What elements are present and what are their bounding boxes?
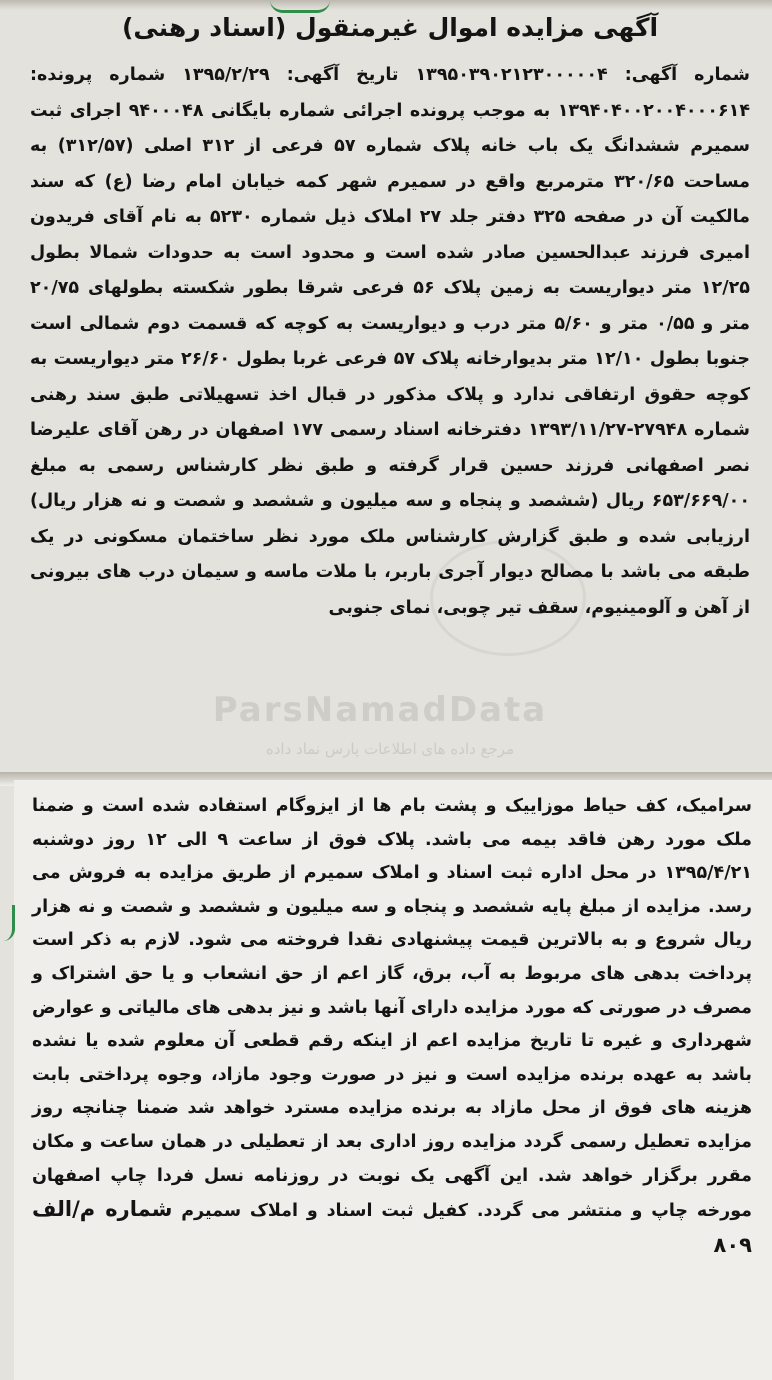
pen-mark-left: [0, 905, 15, 941]
notice-number: شماره م/الف ۸۰۹: [32, 1197, 752, 1257]
notice-paragraph-2: [32, 790, 752, 1380]
watermark-brand: ParsNamadData: [212, 690, 548, 730]
notice-title: آگهی مزایده اموال غیرمنقول (اسناد رهنی): [121, 13, 659, 42]
notice-paragraph-2-text: سرامیک، کف حیاط موزاییک و پشت بام ها از ایزوگام استفاده شده است و ضمنا ملک مورد رهن فاقد بیمه می باشد. پلاک فوق از ساعت ۹ الی ۱۲ روز دوشنبه ۱۳۹۵/۴/۲۱ در محل اداره ثبت اسناد و املاک سمیرم از طریق مزایده به فروش می رسد. مزایده از مبلغ پایه ششصد و پنجاه و سه میلیون و ششصد و شصت و نه هزار ریال شروع و به بالاترین قیمت پیشنهادی نقدا فروخته می شود. لازم به ذکر است پرداخت بدهی های مربوط به آب، برق، گاز اعم از حق انشعاب و یا حق اشتراک و مصرف در صورتی که مورد مزایده دارای آنها باشد و نیز بدهی های مالیاتی و عوارض شهرداری و غیره تا تاریخ مزایده اعم از اینکه رقم قطعی آن معلوم شده یا نشده باشد به عهده برنده مزایده است و نیز در صورت وجود مازاد، وجوه پرداختی بابت هزینه های فوق از محل مازاد به برنده مزایده مسترد خواهد شد ضمنا چنانچه روز مزایده تعطیل رسمی گردد مزایده روز اداری بعد از تعطیلی در همان ساعت و مکان مقرر برگزار خواهد شد. این آگهی یک نوبت در روزنامه نسل فردا چاپ اصفهان مورخه چاپ و منتشر می گردد. کفیل ثبت اسناد و املاک سمیرم: [32, 796, 752, 1222]
watermark-tagline: مرجع داده های اطلاعات پارس نماد داده: [265, 740, 515, 758]
notice-paragraph-1: شماره آگهی: ۱۳۹۵۰۳۹۰۲۱۲۳۰۰۰۰۰۴ تاریخ آگهی: ۱۳۹۵/۲/۲۹ شماره پرونده: ۱۳۹۴۰۴۰۰۲۰۰۴۰۰۰۶۱۴ به موجب پرونده اجرائی شماره بایگانی ۹۴۰۰۰۴۸ اجرای ثبت سمیرم ششدانگ یک باب خانه پلاک شماره ۵۷ فرعی از ۳۱۲ اصلی (۳۱۲/۵۷) به مساحت ۳۲۰/۶۵ مترمربع واقع در سمیرم شهر کمه خیابان امام رضا (ع) که سند مالکیت آن در صفحه ۳۲۵ دفتر جلد ۲۷ املاک ذیل شماره ۵۲۳۰ به نام آقای فریدون امیری فرزند عبدالحسین صادر شده است و محدود است به حدودات شمالا بطول ۱۲/۲۵ متر دیواریست به زمین پلاک ۵۶ فرعی شرقا بطور شکسته بطولهای ۲۰/۷۵ متر و ۰/۵۵ متر و ۵/۶۰ متر درب و دیواریست به کوچه که قسمت دوم شمالی است جنوبا بطول ۱۲/۱۰ متر بدیوارخانه پلاک ۵۷ فرعی غربا بطول ۲۶/۶۰ متر دیواریست به کوچه حقوق ارتفاقی ندارد و پلاک مذکور در قبال اخذ تسهیلاتی طبق سند رهنی شماره ۲۷۹۴۸-۱۳۹۳/۱۱/۲۷ دفترخانه اسناد رسمی ۱۷۷ اصفهان در رهن آقای علیرضا نصر اصفهانی فرزند حسین قرار گرفته و طبق نظر کارشناس رسمی به مبلغ ۶۵۳/۶۶۹/۰۰ ریال (ششصد و پنجاه و سه میلیون و ششصد و شصت و نه هزار ریال) ارزیابی شده و طبق گزارش کارشناس ملک مورد نظر ساختمان مسکونی در یک طبقه می باشد با مصالح دیوار آجری باربر، با ملات ماسه و سیمان درب های بیرونی از آهن و آلومینیوم، سقف تیر چوبی، نمای جنوبی: [30, 65, 751, 618]
